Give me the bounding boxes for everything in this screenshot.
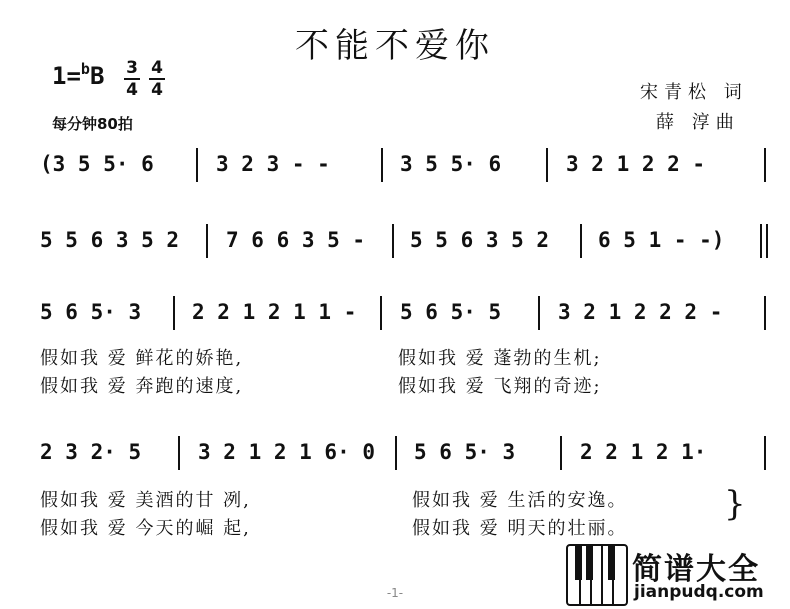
lyric-verse-1: 假如我 爱 美酒的甘 冽, [40, 490, 251, 511]
key-note: B [89, 62, 105, 90]
barline [580, 224, 582, 258]
measure-7: 5 5 6 3 5 2 [410, 228, 550, 252]
notation-line-1 [0, 152, 790, 192]
barline [546, 148, 548, 182]
site-url: jianpudq.com [634, 582, 764, 602]
measure-1: (3 5 5· 6 [40, 152, 154, 176]
barline [173, 296, 175, 330]
barline [380, 296, 382, 330]
measure-6: 7 6 6 3 5 - [226, 228, 366, 252]
time-signature-3-4 [122, 58, 142, 100]
verse-brace: } [724, 484, 746, 524]
barline [764, 296, 766, 330]
final-barline [760, 224, 762, 258]
tempo-marking: 每分钟80拍 [52, 115, 133, 133]
barline [196, 148, 198, 182]
measure-13: 2 3 2· 5 [40, 440, 142, 464]
barline [392, 224, 394, 258]
time-sig-bottom: 4 [151, 80, 163, 100]
lyric-verse-2: 假如我 爱 明天的壮丽。 [412, 518, 628, 539]
barline [538, 296, 540, 330]
notation-line-3 [0, 300, 790, 340]
lyric-verse-1: 假如我 爱 鲜花的娇艳, [40, 348, 244, 369]
time-sig-top: 4 [151, 58, 163, 78]
lyric-verse-2: 假如我 爱 今天的崛 起, [40, 518, 251, 539]
barline [206, 224, 208, 258]
barline [178, 436, 180, 470]
measure-15: 5 6 5· 3 [414, 440, 516, 464]
lyricist-credit: 宋青松 词 [640, 82, 748, 103]
measure-4: 3 2 1 2 2 - [566, 152, 706, 176]
measure-8: 6 5 1 - -) [598, 228, 725, 252]
time-signature-4-4 [147, 58, 167, 100]
key-signature [52, 62, 104, 90]
barline [764, 148, 766, 182]
barline [764, 436, 766, 470]
measure-16: 2 2 1 2 1· [580, 440, 707, 464]
lyric-verse-2: 假如我 爱 飞翔的奇迹; [398, 376, 602, 397]
measure-11: 5 6 5· 5 [400, 300, 502, 324]
lyric-verse-2: 假如我 爱 奔跑的速度, [40, 376, 244, 397]
song-title: 不能不爱你 [295, 26, 495, 66]
measure-5: 5 5 6 3 5 2 [40, 228, 180, 252]
measure-9: 5 6 5· 3 [40, 300, 142, 324]
notation-line-4 [0, 440, 790, 480]
barline [395, 436, 397, 470]
measure-3: 3 5 5· 6 [400, 152, 502, 176]
measure-14: 3 2 1 2 1 6· 0 [198, 440, 376, 464]
page-number: -1- [386, 586, 404, 600]
barline [381, 148, 383, 182]
measure-12: 3 2 1 2 2 2 - [558, 300, 723, 324]
flat-sign: b [80, 60, 90, 78]
lyric-verse-1: 假如我 爱 蓬勃的生机; [398, 348, 602, 369]
lyric-verse-1: 假如我 爱 生活的安逸。 [412, 490, 628, 511]
time-sig-top: 3 [126, 58, 138, 78]
notation-line-2 [0, 228, 790, 268]
composer-credit: 薛 淳曲 [656, 112, 740, 133]
measure-2: 3 2 3 - - [216, 152, 330, 176]
measure-10: 2 2 1 2 1 1 - [192, 300, 357, 324]
barline [560, 436, 562, 470]
time-sig-bottom: 4 [126, 80, 138, 100]
key-prefix: 1= [52, 62, 81, 90]
site-name: 简谱大全 [632, 552, 760, 587]
final-barline [766, 224, 768, 258]
